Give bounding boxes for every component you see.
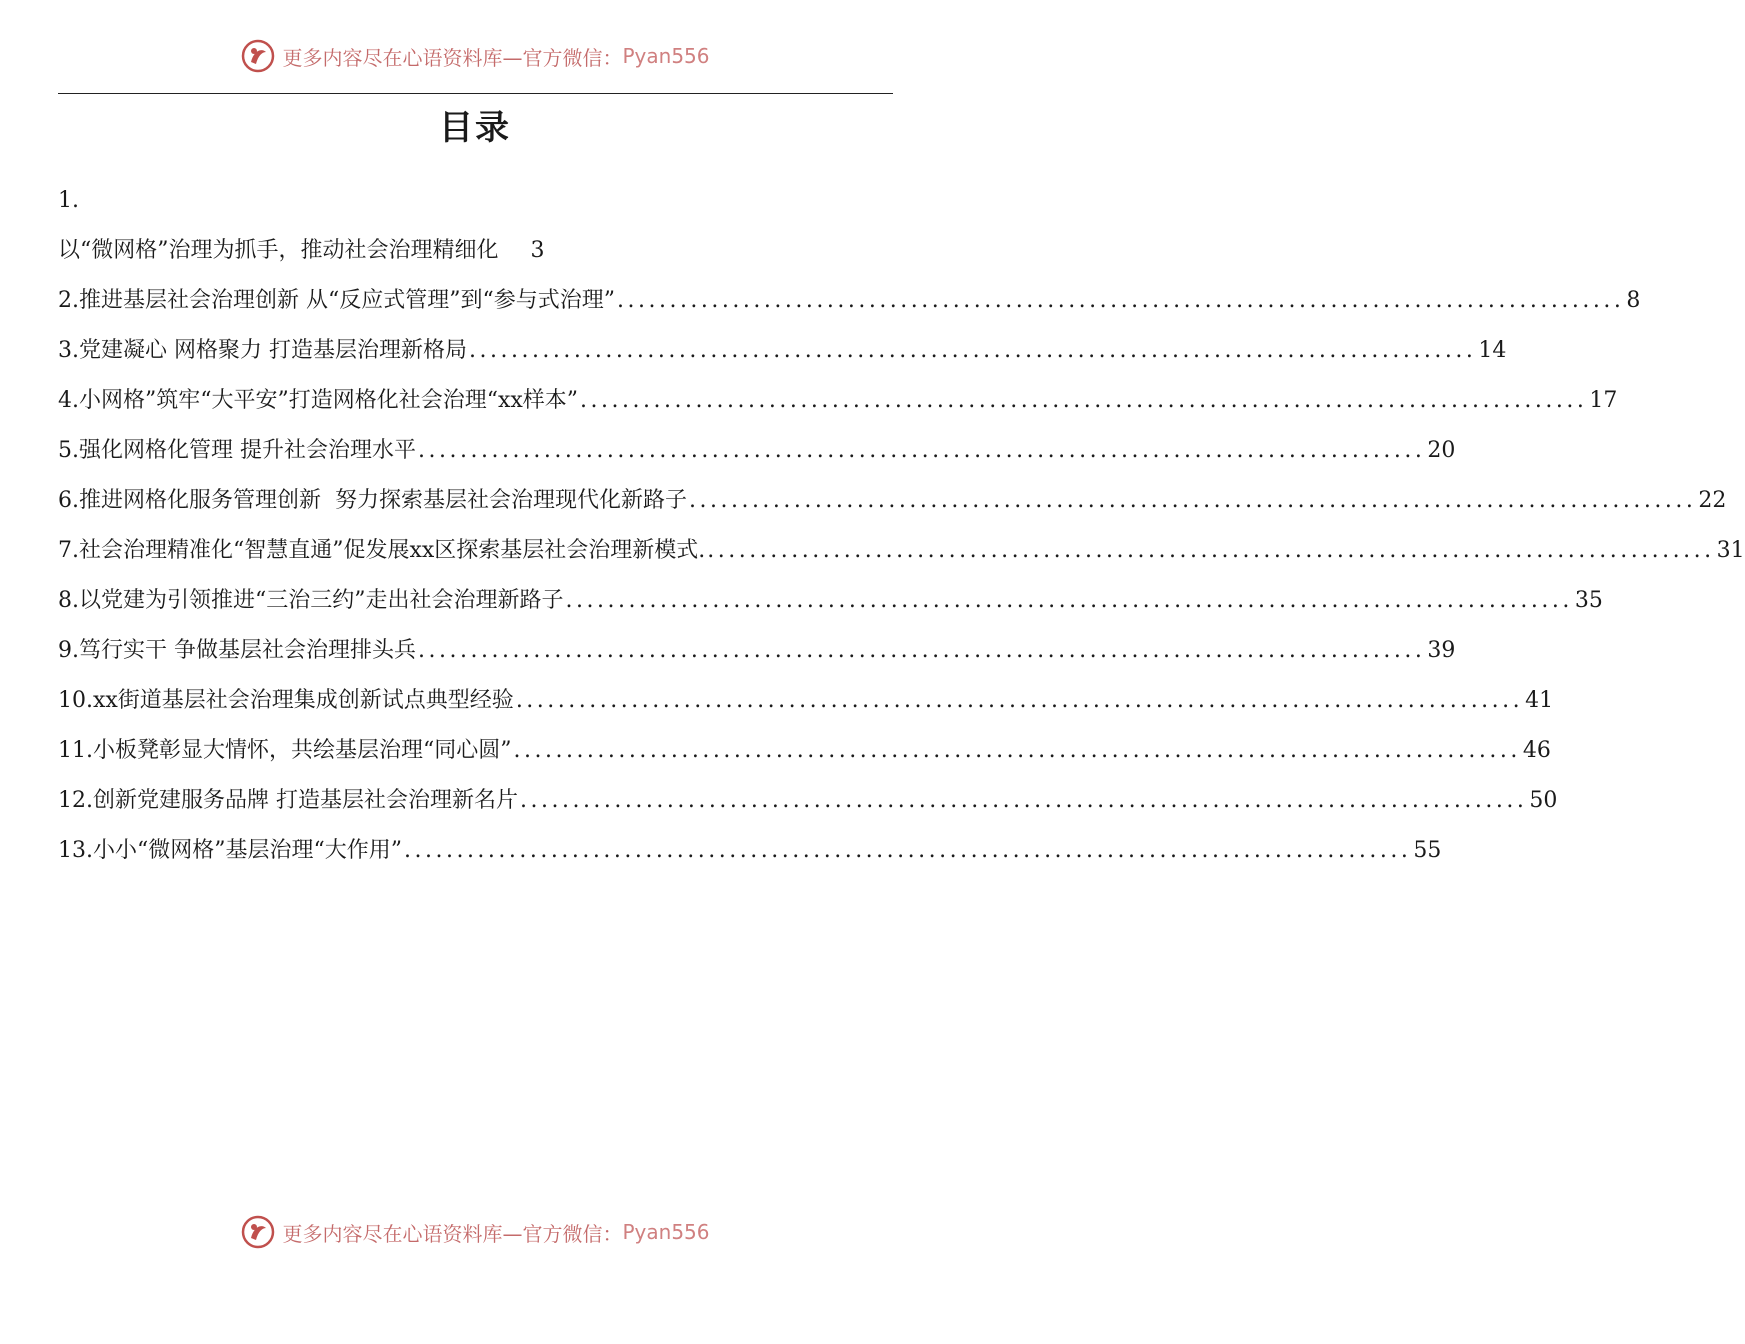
watermark-header: [0, 38, 950, 74]
toc-item-text: 以“微网格”治理为抓手，推动社会治理精细化: [58, 238, 499, 263]
watermark-wechat-id: Pyan556: [622, 44, 710, 68]
toc-leader-dots: ................................................................................................: [707, 538, 1715, 563]
toc-item[interactable]: [58, 582, 1603, 632]
toc-item-text: 11.小板凳彰显大情怀，共绘基层治理“同心圆”: [58, 738, 512, 763]
page-title: 目录: [439, 108, 511, 148]
toc-item-page: 22: [1698, 488, 1727, 513]
toc-item-text: 7.社会治理精准化“智慧直通”促发展xx区探索基层社会治理新模式.: [58, 538, 706, 563]
toc-leader-dots: ................................................................................................: [565, 588, 1573, 613]
toc-item[interactable]: [58, 682, 1554, 732]
toc-leader-dots: ................................................................................................: [519, 788, 1528, 813]
toc-item-page: 3: [530, 238, 545, 263]
table-of-contents: [58, 182, 1745, 882]
toc-item[interactable]: [58, 432, 1456, 482]
toc-item[interactable]: [58, 832, 1442, 882]
watermark-text: 更多内容尽在心语资料库—官方微信：: [282, 45, 623, 70]
toc-leader-dots: ................................................................................................: [580, 388, 1588, 413]
toc-item-text: 9.笃行实干 争做基层社会治理排头兵: [58, 638, 416, 663]
toc-item-text: 1.: [58, 188, 79, 213]
toc-item-page: 50: [1529, 788, 1558, 813]
toc-item-page: 20: [1427, 438, 1456, 463]
toc-item-page: 31: [1716, 538, 1745, 563]
toc-item-page: 17: [1589, 388, 1618, 413]
logo-icon: [240, 1214, 276, 1250]
toc-item-text: 6.推进网格化服务管理创新 努力探索基层社会治理现代化新路子: [58, 488, 687, 513]
toc-leader-dots: ................................................................................................: [616, 288, 1625, 313]
watermark-text: 更多内容尽在心语资料库—官方微信：: [282, 1221, 623, 1246]
toc-item[interactable]: [58, 282, 1641, 332]
toc-item-page: 35: [1574, 588, 1603, 613]
toc-item-page: 46: [1522, 738, 1551, 763]
toc-leader-dots: ................................................................................................: [403, 838, 1412, 863]
logo-icon: [240, 38, 276, 74]
toc-item-text: 3.党建凝心 网格聚力 打造基层治理新格局: [58, 338, 467, 363]
toc-item-page: 14: [1478, 338, 1507, 363]
toc-item-text: 4.小网格”筑牢“大平安”打造网格化社会治理“xx样本”: [58, 388, 579, 413]
toc-item-text: 12.创新党建服务品牌 打造基层社会治理新名片: [58, 788, 518, 813]
watermark-wechat-id: Pyan556: [622, 1220, 710, 1244]
toc-item[interactable]: [58, 632, 1456, 682]
toc-item[interactable]: [58, 232, 893, 282]
toc-item[interactable]: [58, 182, 893, 232]
toc-leader-dots: ................................................................................................: [468, 338, 1477, 363]
toc-leader-dots: ................................................................................................: [513, 738, 1521, 763]
toc-leader-dots: ................................................................................................: [418, 638, 1426, 663]
toc-item[interactable]: [58, 532, 1745, 582]
toc-item[interactable]: [58, 332, 1507, 382]
toc-item-text: 2.推进基层社会治理创新 从“反应式管理”到“参与式治理”: [58, 288, 615, 313]
toc-leader-dots: ................................................................................................: [688, 488, 1697, 513]
toc-item-text: 5.强化网格化管理 提升社会治理水平: [58, 438, 416, 463]
toc-leader-dots: ................................................................................................: [418, 438, 1426, 463]
toc-leader-dots: ................................................................................................: [515, 688, 1524, 713]
toc-item[interactable]: [58, 782, 1558, 832]
toc-item-page: 39: [1427, 638, 1456, 663]
header-divider: [58, 93, 893, 94]
toc-item[interactable]: [58, 382, 1618, 432]
toc-item-text: 8.以党建为引领推进“三治三约”走出社会治理新路子: [58, 588, 564, 613]
toc-item-text: 13.小小“微网格”基层治理“大作用”: [58, 838, 402, 863]
watermark-footer: [0, 1214, 950, 1250]
toc-item-page: 55: [1413, 838, 1442, 863]
toc-item-text: 10.xx街道基层社会治理集成创新试点典型经验: [58, 688, 514, 713]
toc-item[interactable]: [58, 482, 1727, 532]
toc-item-page: 8: [1626, 288, 1641, 313]
toc-item[interactable]: [58, 732, 1551, 782]
toc-item-page: 41: [1525, 688, 1554, 713]
